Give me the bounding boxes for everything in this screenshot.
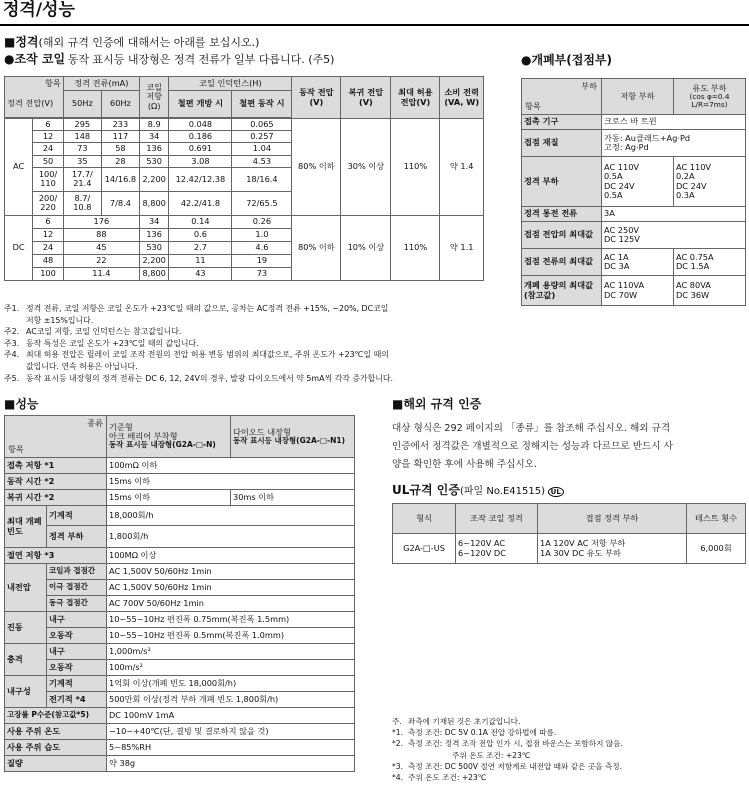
table-cell: 6,000회 [687, 534, 746, 564]
table-cell: 크로스 바 트윈 [602, 115, 746, 130]
perf-footnotes: 주. 좌측에 기재된 것은 초기값입니다. *1. 측정 조건: DC 5V 0.1A 전압 강하법에 따름. *2. 측정 조건: 정격 조작 전압 인가 시, 접점 바운스는 포함하지 않음. 주위 온도 조건: +23℃ *3. 측정 조건: DC 500V 절연 저항계로 내전압 때와 같은 곳을 측정. *4. 주위 온도 조건: +23℃ [392, 717, 623, 783]
table-cell: 110% [391, 215, 440, 280]
table-cell: 0.257 [232, 131, 292, 143]
table-cell: 절연 저항 *3 [5, 548, 107, 564]
table-cell: 110% [391, 119, 440, 216]
coil-heading: ●조작 코일 동작 표시등 내장형은 정격 전류가 일부 다릅니다. (주5) [4, 52, 335, 66]
table-cell: 500만회 이상(정격 부하 개폐 빈도 1,800회/h) [107, 692, 355, 708]
table-cell: 80% 이하 [292, 215, 341, 280]
table-cell: 진동 [5, 612, 47, 644]
performance-table [4, 415, 355, 772]
overseas-text: 대상 형식은 292 페이지의 「종류」를 참조해 주십시오. 해외 규격 인증에서 정격값은 개별적으로 정해지는 성능과 다르므로 반드시 사 양을 확인한 후에 사용해 주십시오. [392, 423, 673, 470]
table-header-cell: 테스트 횟수 [687, 504, 746, 534]
table-cell: 30% 이상 [341, 119, 391, 216]
table-cell: 148 [63, 131, 101, 143]
table-cell: 1억회 이상(개폐 빈도 18,000회/h) [107, 676, 355, 692]
table-header-cell: 정격 전류(mA) [63, 77, 139, 91]
table-header-cell: 저항 부하 [602, 79, 674, 115]
table-cell: 1,800회/h [107, 526, 355, 548]
table-cell: 100 [33, 267, 63, 280]
table-cell: 88 [63, 228, 139, 241]
table-cell: 12 [33, 131, 63, 143]
table-cell: 43 [169, 267, 232, 280]
table-cell: 100m/s² [107, 660, 355, 676]
table-cell: 72/65.5 [232, 191, 292, 215]
table-cell: AC 1,500V 50/60Hz 1min [107, 564, 355, 580]
table-cell: 100/ 110 [33, 167, 63, 191]
contact-heading: ●개폐부(접점부) [521, 53, 613, 67]
ul-mark-icon: UL [548, 487, 564, 497]
table-cell: 10% 이상 [341, 215, 391, 280]
table-header-cell: 유도 부하 (cos φ=0.4 L/R=7ms) [674, 79, 746, 115]
table-header-cell: 코일 인덕턴스(H) [169, 77, 292, 91]
table-cell: 질량 [5, 756, 107, 772]
table-cell: 내구 [47, 644, 107, 660]
table-cell: AC 0.75A DC 1.5A [674, 249, 746, 276]
table-cell: 4.53 [232, 155, 292, 167]
perf-heading: ■성능 [4, 397, 39, 411]
table-cell: 전기적 *4 [47, 692, 107, 708]
table-cell: 개폐 용량의 최대값(참고값) [522, 276, 602, 306]
table-header-cell: 최대 허용 전압(V) [391, 77, 440, 119]
table-cell: DC [5, 215, 33, 280]
table-cell: 295 [63, 119, 101, 131]
table-cell: 35 [63, 155, 101, 167]
table-cell: 15ms 이하 [107, 490, 231, 506]
table-cell: 7/8.4 [101, 191, 139, 215]
table-cell: 530 [139, 155, 168, 167]
table-header-cell: 다이오드 내장형 동작 표시등 내장형(G2A-□-N1) [231, 416, 355, 458]
table-cell: 3.08 [169, 155, 232, 167]
table-cell: 접촉 기구 [522, 115, 602, 130]
table-cell: 100MΩ 이상 [107, 548, 355, 564]
coil-rating-table [4, 76, 484, 281]
table-cell: 8.9 [139, 119, 168, 131]
table-cell: 6~120V AC 6~120V DC [456, 534, 538, 564]
table-cell: 내구성 [5, 676, 47, 708]
table-cell: 사용 주위 온도 [5, 724, 107, 740]
rating-heading: ■정격(해외 규격 인증에 대해서는 아래를 보십시오.) [4, 35, 260, 49]
table-cell: 30ms 이하 [231, 490, 355, 506]
table-cell: 약 1.1 [440, 215, 484, 280]
table-cell: 8,800 [139, 267, 168, 280]
table-cell: 기계적 [47, 676, 107, 692]
table-cell: 18,000회/h [107, 506, 355, 526]
table-cell: 오동작 [47, 660, 107, 676]
table-cell: G2A-□-US [393, 534, 456, 564]
table-header-cell: 60Hz [101, 91, 139, 118]
table-cell: 0.691 [169, 143, 232, 155]
table-header-cell: 형식 [393, 504, 456, 534]
table-cell: 0.048 [169, 119, 232, 131]
table-header-cell: 부하 항목 [522, 79, 602, 115]
table-cell: 100mΩ 이하 [107, 458, 355, 474]
table-cell: 1,000m/s² [107, 644, 355, 660]
table-header-cell: 코일 저항 (Ω) [139, 77, 168, 118]
table-cell: 가동: Au클래드+Ag·Pd 고정: Ag·Pd [602, 130, 746, 157]
table-cell: 4.6 [232, 241, 292, 254]
table-cell: 1A 120V AC 저항 부하 1A 30V DC 유도 부하 [538, 534, 687, 564]
table-header-cell: 복귀 전압 (V) [341, 77, 391, 119]
table-cell: 1.0 [232, 228, 292, 241]
table-cell: 0.26 [232, 215, 292, 228]
table-cell: 사용 주위 습도 [5, 740, 107, 756]
table-cell: 34 [139, 131, 168, 143]
table-header-cell: 동작 전압 (V) [292, 77, 341, 119]
table-cell: 충격 [5, 644, 47, 676]
table-cell: 5~85%RH [107, 740, 355, 756]
table-cell: 복귀 시간 *2 [5, 490, 107, 506]
table-cell: 12 [33, 228, 63, 241]
table-cell: 오동작 [47, 628, 107, 644]
table-cell: 접점 재질 [522, 130, 602, 157]
table-cell: 24 [33, 143, 63, 155]
table-cell: 0.6 [169, 228, 232, 241]
table-cell: 28 [101, 155, 139, 167]
table-cell: 530 [139, 241, 168, 254]
table-cell: 50 [33, 155, 63, 167]
table-cell: 73 [232, 267, 292, 280]
page-header [0, 0, 749, 26]
table-cell: 접점 전류의 최대값 [522, 249, 602, 276]
page-title: 정격/성능 [3, 0, 75, 20]
table-cell: 정격 통전 전류 [522, 207, 602, 222]
table-cell: 24 [33, 241, 63, 254]
table-cell: 기계적 [47, 506, 107, 526]
table-cell: 고장률 P수준(참고값*5) [5, 708, 107, 724]
table-cell: 최대 개폐 빈도 [5, 506, 47, 548]
table-cell: 73 [63, 143, 101, 155]
table-cell: 0.186 [169, 131, 232, 143]
table-header-cell: 종류 항목 [5, 416, 107, 458]
table-cell: 10~55~10Hz 편진폭 0.75mm(복진폭 1.5mm) [107, 612, 355, 628]
table-cell: AC 1,500V 50/60Hz 1min [107, 580, 355, 596]
table-cell: 약 38g [107, 756, 355, 772]
table-header-cell: 소비 전력 (VA, W) [440, 77, 484, 119]
table-cell: 3A [602, 207, 746, 222]
table-header-cell: 철편 개방 시 [169, 91, 232, 118]
table-cell: 2.7 [169, 241, 232, 254]
table-cell: 내구 [47, 612, 107, 628]
rating-notes: 주1. 정격 전류, 코일 저항은 코일 온도가 +23℃일 때의 값으로, 공차는 AC정격 전류 +15%, −20%, DC코일 저항 ±15%입니다. 주2. AC코일 저항, 코일 인덕턴스는 참고값입니다. 주3. 동작 특성은 코일 온도가 +23℃일 때의 값입니다. 주4. 최대 허용 전압은 릴레이 코일 조작 전원의 전압 허용 변동 범위의 최대값으로, 주위 온도가 +23℃일 때의 값입니다. 연속 허용은 아닙니다. 주5. 동작 표시등 내장형의 정격 전류는 DC 6, 12, 24V의 경우, 발광 다이오드에서 약 5mA씩 각각 증가합니다. [4, 304, 394, 383]
table-cell: 80% 이하 [292, 119, 341, 216]
table-cell: 12.42/12.38 [169, 167, 232, 191]
table-header-cell: 50Hz [63, 91, 101, 118]
table-header-cell: 정격 전압(V) [5, 91, 64, 118]
table-cell: 0.14 [169, 215, 232, 228]
ul-table [392, 503, 746, 564]
table-cell: 10~55~10Hz 편진폭 0.5mm(복진폭 1.0mm) [107, 628, 355, 644]
table-cell: 내전압 [5, 564, 47, 612]
table-header-cell: 항목 [5, 77, 64, 91]
table-cell: 19 [232, 254, 292, 267]
table-cell: 정격 부하 [47, 526, 107, 548]
table-cell: 136 [139, 228, 168, 241]
table-cell: 14/16.8 [101, 167, 139, 191]
table-cell: AC 80VA DC 36W [674, 276, 746, 306]
table-cell: 8,800 [139, 191, 168, 215]
table-cell: 11 [169, 254, 232, 267]
table-cell: 42.2/41.8 [169, 191, 232, 215]
table-cell: −10~+40℃(단, 결빙 및 결로하지 않을 것) [107, 724, 355, 740]
table-cell: 136 [139, 143, 168, 155]
table-cell: 2,200 [139, 167, 168, 191]
table-cell: 200/ 220 [33, 191, 63, 215]
table-cell: AC 250V DC 125V [602, 222, 746, 249]
table-header-cell: 접점 정격 부하 [538, 504, 687, 534]
table-cell: 48 [33, 254, 63, 267]
ul-heading: UL규격 인증(파일 No.E41515) UL [392, 484, 564, 498]
table-header-cell: 기준형 아크 배리어 부착형 동작 표시등 내장형(G2A-□-N) [107, 416, 231, 458]
table-cell: AC 110V 0.5A DC 24V 0.5A [602, 157, 674, 207]
table-cell: AC 110VA DC 70W [602, 276, 674, 306]
table-cell: 0.065 [232, 119, 292, 131]
table-cell: AC [5, 119, 33, 216]
table-cell: AC 110V 0.2A DC 24V 0.3A [674, 157, 746, 207]
table-cell: 58 [101, 143, 139, 155]
table-cell: 45 [63, 241, 139, 254]
table-cell: 접촉 저항 *1 [5, 458, 107, 474]
table-cell: 이극 접점간 [47, 580, 107, 596]
table-header-cell: 철편 동작 시 [232, 91, 292, 118]
table-cell: 8.7/ 10.8 [63, 191, 101, 215]
table-cell: 약 1.4 [440, 119, 484, 216]
table-cell: 동극 접점간 [47, 596, 107, 612]
table-cell: DC 100mV 1mA [107, 708, 355, 724]
overseas-heading: ■해외 규격 인증 [392, 397, 482, 411]
table-cell: 정격 부하 [522, 157, 602, 207]
table-cell: 176 [63, 215, 139, 228]
table-cell: 17.7/ 21.4 [63, 167, 101, 191]
table-cell: 코일과 접점간 [47, 564, 107, 580]
table-cell: 2,200 [139, 254, 168, 267]
table-cell: 11.4 [63, 267, 139, 280]
table-cell: 6 [33, 119, 63, 131]
table-header-cell: 조작 코일 정격 [456, 504, 538, 534]
table-cell: 동작 시간 *2 [5, 474, 107, 490]
table-cell: 18/16.4 [232, 167, 292, 191]
table-cell: 117 [101, 131, 139, 143]
table-cell: 22 [63, 254, 139, 267]
table-cell: 233 [101, 119, 139, 131]
table-cell: 15ms 이하 [107, 474, 355, 490]
table-cell: AC 700V 50/60Hz 1min [107, 596, 355, 612]
table-cell: 접점 전압의 최대값 [522, 222, 602, 249]
table-cell: AC 1A DC 3A [602, 249, 674, 276]
contact-table [521, 78, 746, 306]
table-cell: 6 [33, 215, 63, 228]
table-cell: 34 [139, 215, 168, 228]
table-cell: 1.04 [232, 143, 292, 155]
